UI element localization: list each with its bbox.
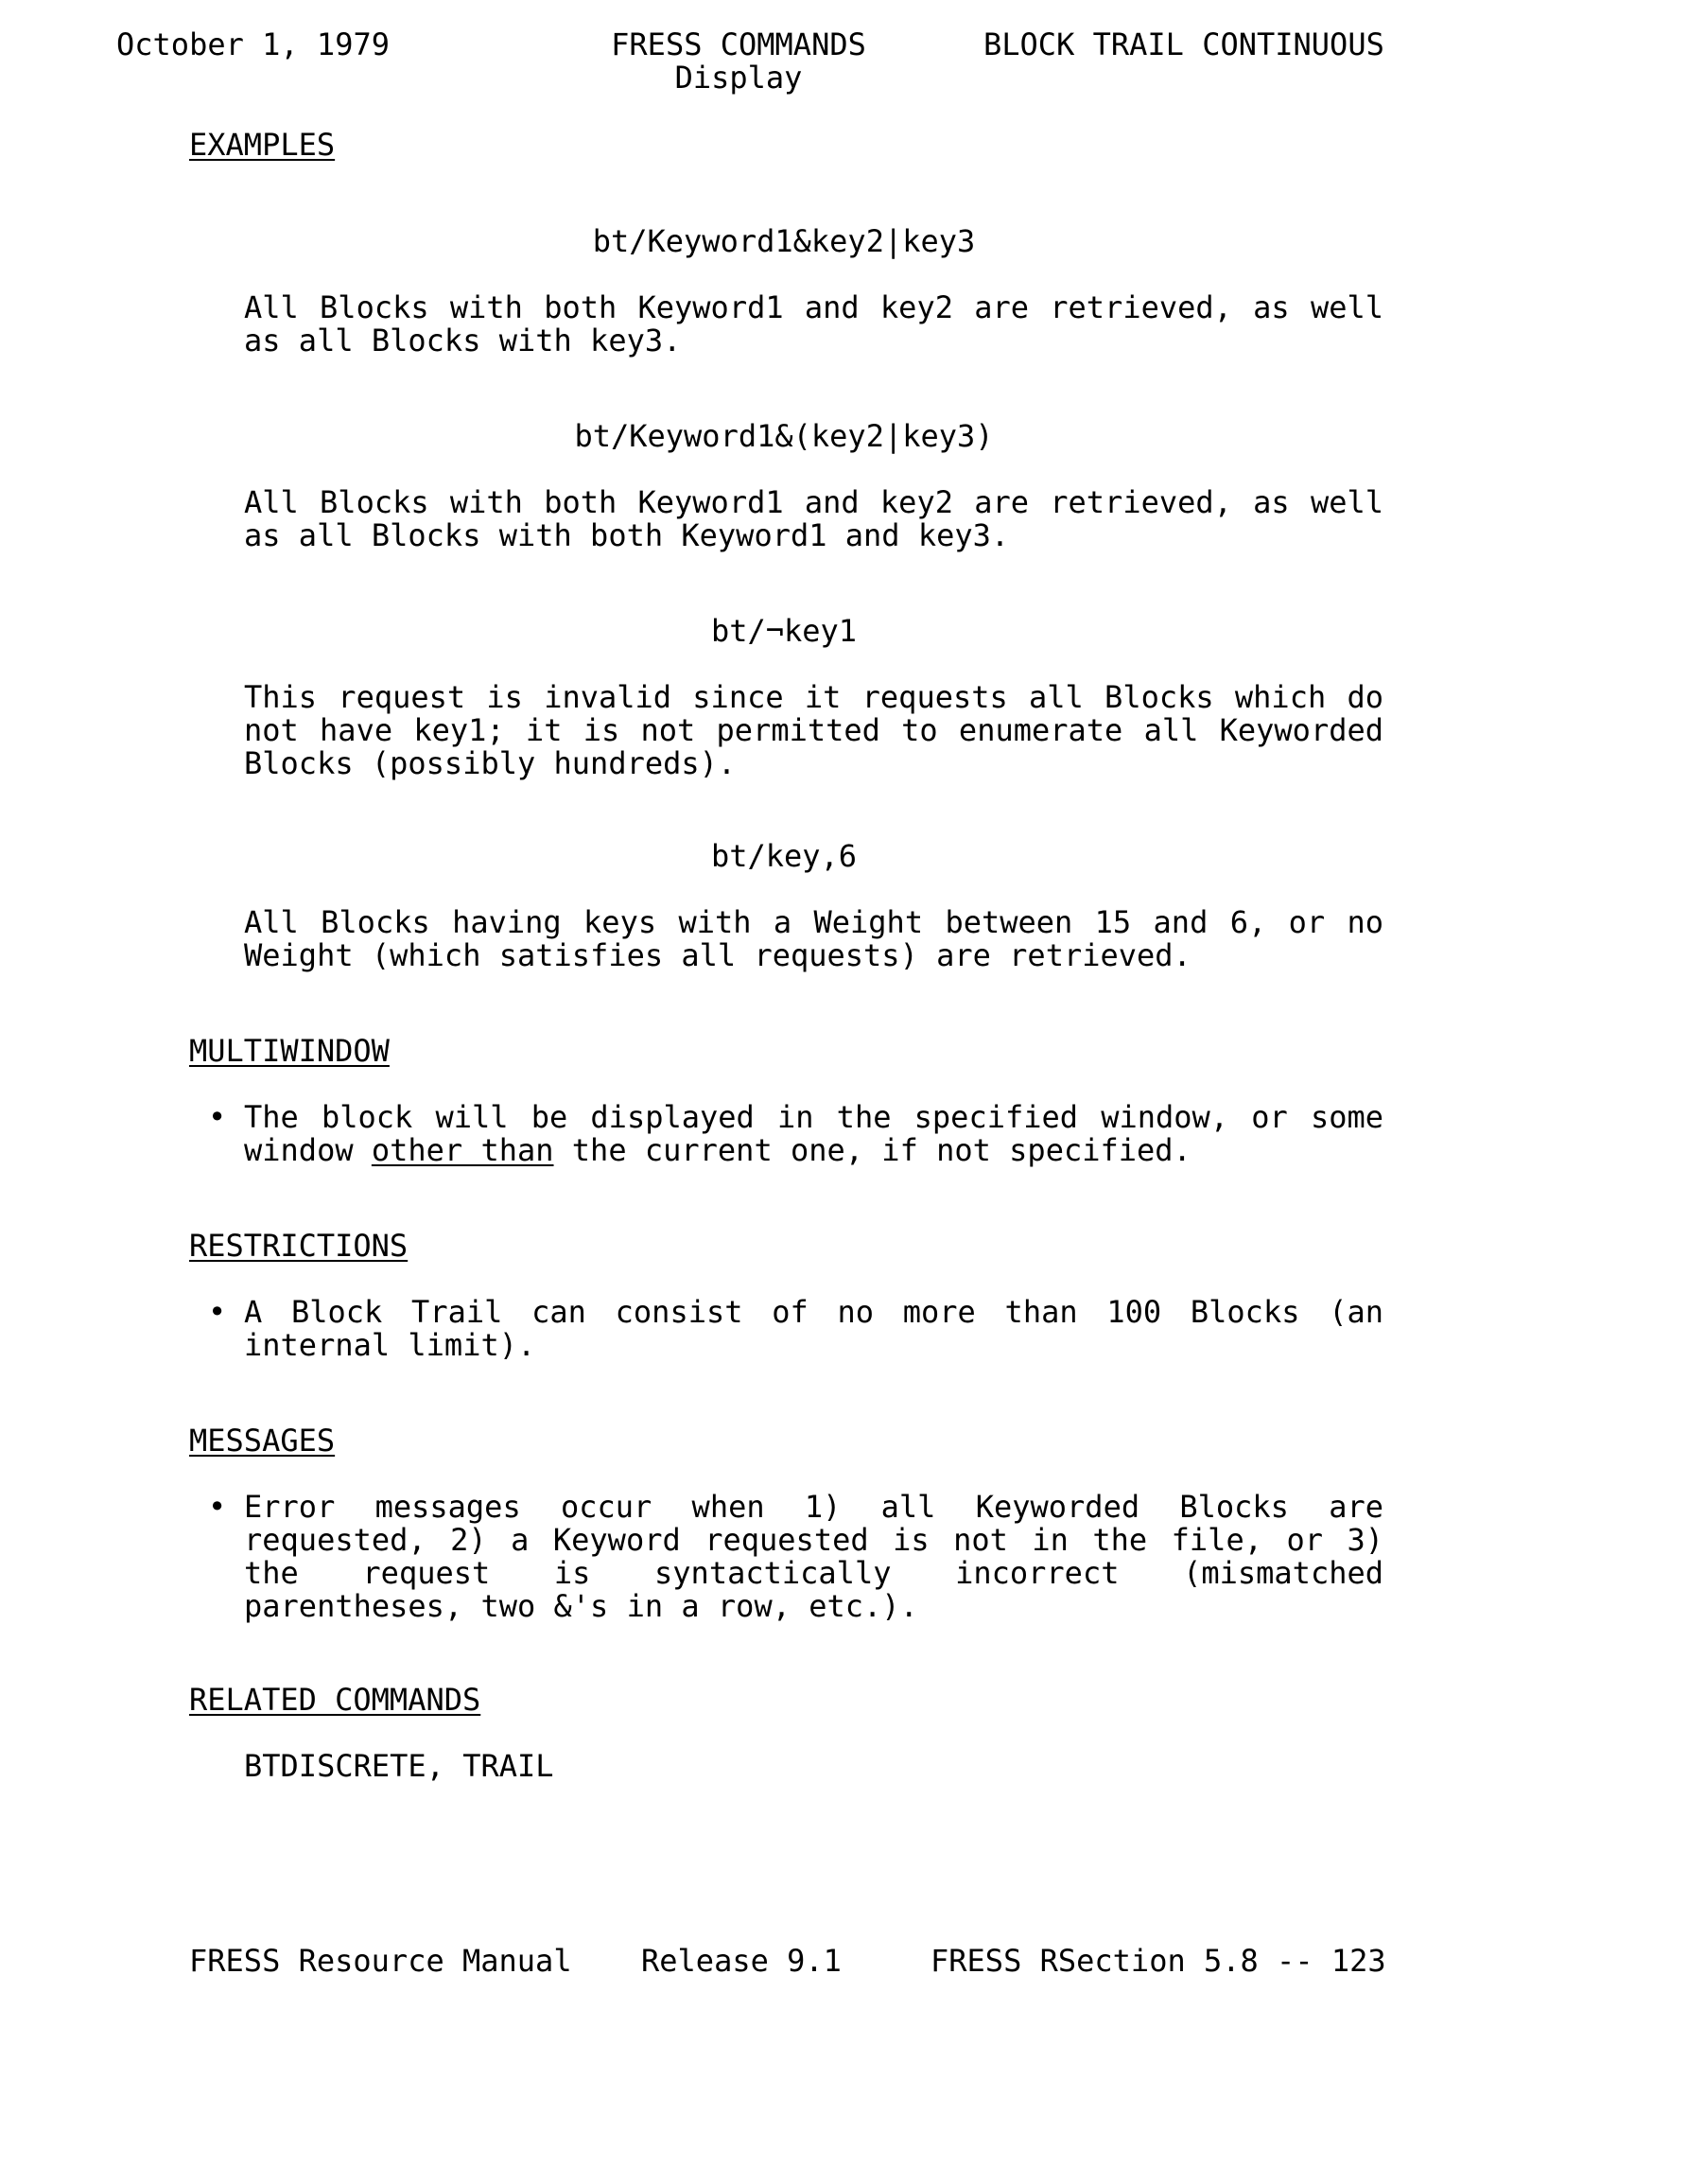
multiwindow-text-after: the current one, if not specified. <box>553 1132 1191 1168</box>
restrictions-bullet-text: A Block Trail can consist of no more than 100 Blocks (an internal limit). <box>244 1294 1383 1363</box>
example-command: bt/Keyword1&(key2|key3) <box>574 418 994 454</box>
footer-section: FRESS RSection 5.8 -- 123 <box>930 1943 1386 1979</box>
examples-heading: EXAMPLES <box>189 127 336 163</box>
header-title: FRESS COMMANDS <box>611 26 866 62</box>
bullet-marker: • <box>208 1489 227 1525</box>
restrictions-heading: RESTRICTIONS <box>189 1228 409 1264</box>
example-description: This request is invalid since it requests all Blocks which do not have key1; it is not permitted to enumerate all Keyworded Blocks (possibly hundreds). <box>244 679 1383 781</box>
header-date: October 1, 1979 <box>116 26 390 62</box>
related-commands-heading: RELATED COMMANDS <box>189 1682 481 1718</box>
header-subtitle: Display <box>674 60 803 96</box>
example-command: bt/Keyword1&key2|key3 <box>592 223 976 259</box>
messages-heading: MESSAGES <box>189 1423 336 1459</box>
example-command: bt/key,6 <box>710 838 858 874</box>
multiwindow-heading: MULTIWINDOW <box>189 1033 390 1069</box>
multiwindow-text-before: The block will be displayed in the specified window, or some window <box>244 1099 1383 1168</box>
example-description: All Blocks with both Keyword1 and key2 are retrieved, as well as all Blocks with key3. <box>244 289 1383 358</box>
bullet-marker: • <box>208 1099 227 1135</box>
related-commands-list: BTDISCRETE, TRAIL <box>244 1748 554 1784</box>
multiwindow-text-underlined: other than <box>371 1132 554 1168</box>
example-description: All Blocks with both Keyword1 and key2 are retrieved, as well as all Blocks with both Keyword1 and key3. <box>244 484 1383 553</box>
footer-release: Release 9.1 <box>641 1943 842 1979</box>
example-command: bt/¬key1 <box>710 613 858 649</box>
header-command-name: BLOCK TRAIL CONTINUOUS <box>983 26 1384 62</box>
messages-bullet-text: Error messages occur when 1) all Keyworded Blocks are requested, 2) a Keyword requested is not in the file, or 3) the request is syntactically incorrect (mismatched parentheses, two &'s in a row, etc.). <box>244 1489 1383 1624</box>
multiwindow-bullet-text <box>244 1101 1383 1167</box>
bullet-marker: • <box>208 1294 227 1330</box>
footer-manual-name: FRESS Resource Manual <box>189 1943 572 1979</box>
example-description: All Blocks having keys with a Weight between 15 and 6, or no Weight (which satisfies all requests) are retrieved. <box>244 904 1383 973</box>
